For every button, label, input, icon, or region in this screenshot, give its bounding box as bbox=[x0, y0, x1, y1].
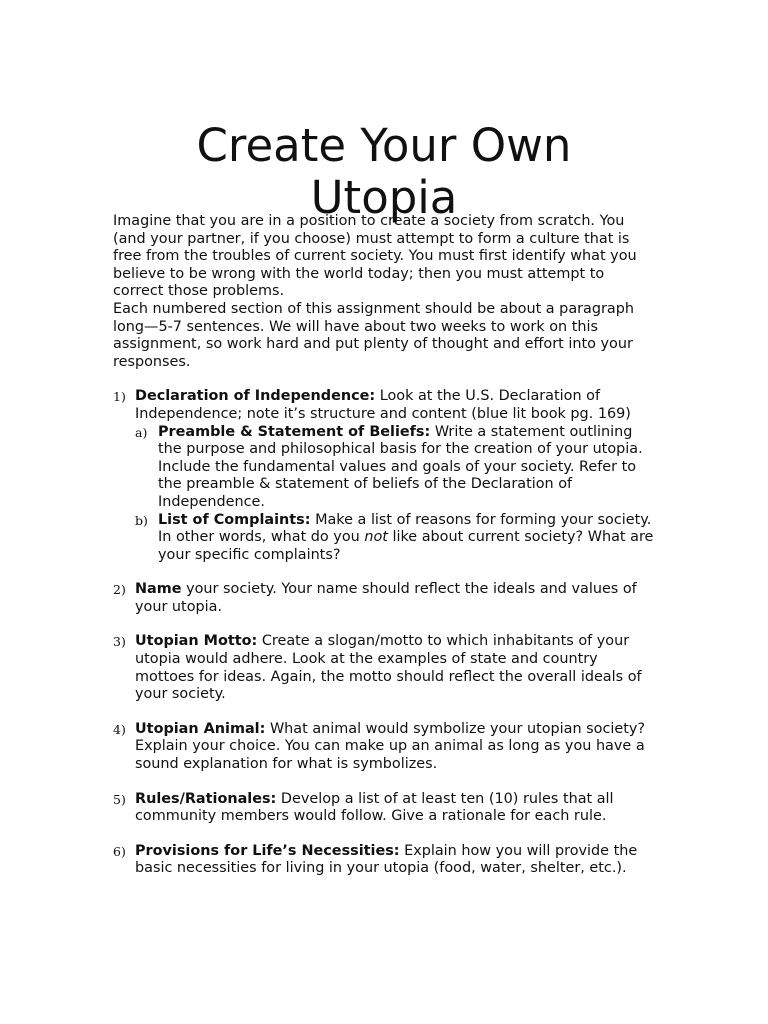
item-number: 3) bbox=[113, 634, 126, 650]
item-text: your society. Your name should reflect the ideals and values of your utopia. bbox=[135, 581, 637, 615]
item-heading: Rules/Rationales: bbox=[135, 790, 277, 807]
item-number: 5) bbox=[113, 791, 126, 807]
item-text: What animal would symbolize your utopian society? Explain your choice. You can make up an animal as long as you have a sound explanation for what is symbolizes. bbox=[135, 720, 646, 773]
intro bbox=[113, 213, 658, 371]
item-text: Explain how you will provide the basic necessities for living in your utopia (food, water, shelter, etc.). bbox=[135, 842, 638, 877]
sub-item-text: Write a statement outlining the purpose and philosophical basis for the creation of your utopia. Include the fundamental values and goals of your society. Refer to the preamble & statement of beliefs of the Declaration of Independence. bbox=[158, 423, 643, 510]
intro-paragraph-1: Imagine that you are in a position to create a society from scratch. You (and your partner, if you choose) must attempt to form a culture that is free from the troubles of current society. You must first identify what you believe to be wrong with the world today; then you must attempt to correct those problems. bbox=[113, 213, 637, 300]
item-text: Create a slogan/motto to which inhabitants of your utopia would adhere. Look at the examples of state and country mottoes for ideas. Again, the motto should reflect the overall ideals of your society. bbox=[135, 633, 642, 703]
item-heading: Name bbox=[135, 581, 182, 598]
title-line-2: Utopia bbox=[310, 171, 458, 225]
sub-item-number: a) bbox=[135, 424, 148, 440]
list-item bbox=[113, 843, 658, 878]
sub-item-emphasis: not bbox=[364, 529, 388, 546]
list-item bbox=[113, 581, 658, 616]
item-number: 4) bbox=[113, 721, 126, 737]
item-heading: Provisions for Life’s Necessities: bbox=[135, 842, 400, 859]
title-line-1: Create Your Own bbox=[196, 119, 572, 173]
sub-list-item bbox=[135, 512, 658, 565]
item-heading: Declaration of Independence: bbox=[135, 388, 376, 405]
item-number: 1) bbox=[113, 389, 126, 405]
sub-item-text-after: like about current society? What are your specific complaints? bbox=[158, 529, 654, 563]
sub-list-item bbox=[135, 424, 658, 512]
item-text: Look at the U.S. Declaration of Independence; note it’s structure and content (blue lit book pg. 169) bbox=[135, 388, 631, 422]
item-heading: Utopian Animal: bbox=[135, 720, 266, 737]
sub-item-heading: List of Complaints: bbox=[158, 511, 311, 528]
document-body bbox=[113, 213, 658, 895]
assignment-list bbox=[113, 388, 658, 878]
list-item bbox=[113, 633, 658, 703]
sub-item-heading: Preamble & Statement of Beliefs: bbox=[158, 423, 431, 440]
list-item bbox=[113, 791, 658, 826]
item-number: 6) bbox=[113, 843, 126, 859]
sub-item-number: b) bbox=[135, 512, 148, 528]
sub-list bbox=[135, 424, 658, 565]
list-item bbox=[113, 721, 658, 774]
item-text: Develop a list of at least ten (10) rules that all community members would follow. Give a rationale for each rule. bbox=[135, 790, 614, 825]
item-number: 2) bbox=[113, 582, 126, 598]
item-heading: Utopian Motto: bbox=[135, 633, 258, 650]
list-item bbox=[113, 388, 658, 564]
sub-item-text: Make a list of reasons for forming your society. In other words, what do you bbox=[158, 511, 652, 546]
intro-paragraph-2: Each numbered section of this assignment should be about a paragraph long—5-7 sentences. We will have about two weeks to work on this assignment, so work hard and put plenty of thought and effort into your responses. bbox=[113, 300, 634, 370]
page-title bbox=[0, 120, 768, 224]
